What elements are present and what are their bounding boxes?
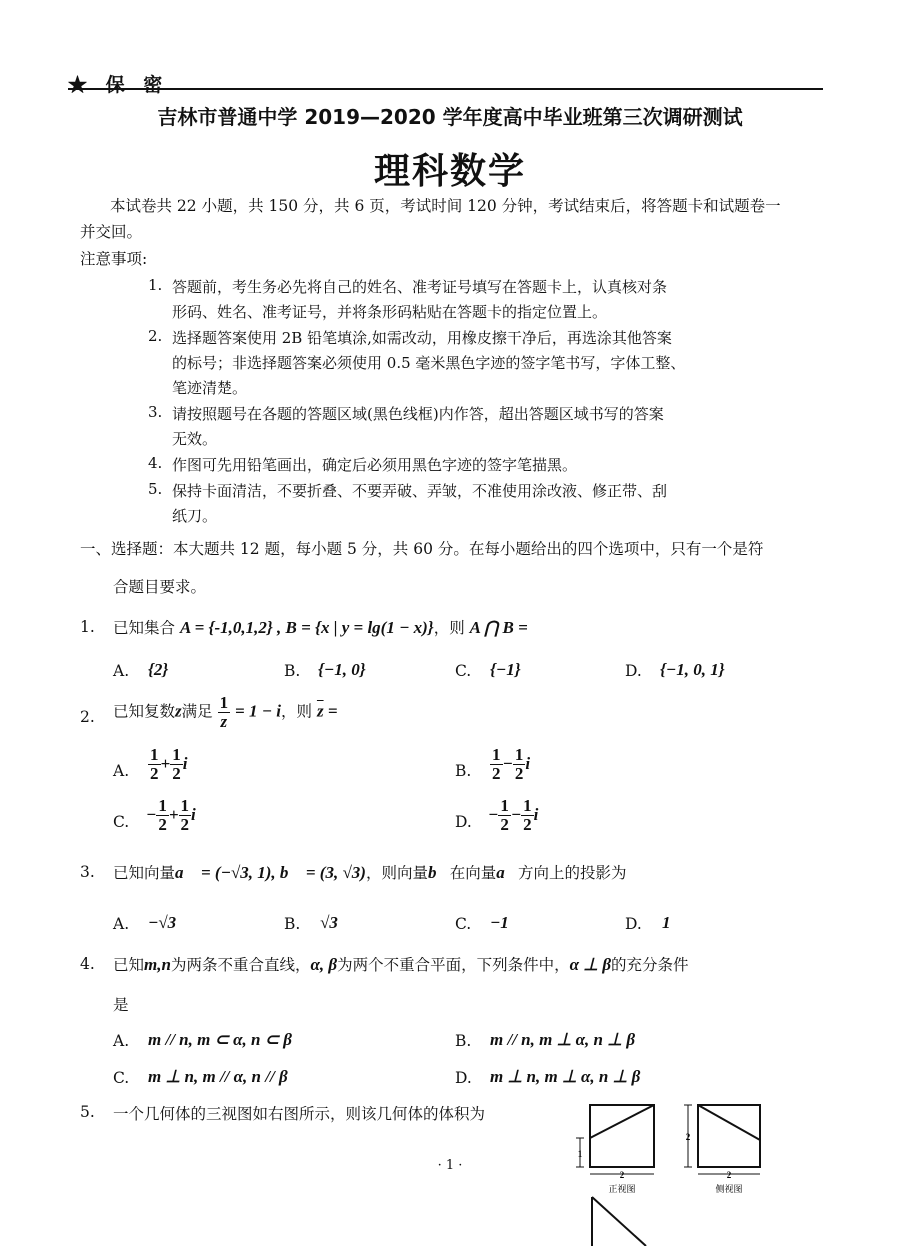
section-heading-line-1: 一、选择题：本大题共 12 题，每小题 5 分，共 60 分。在每小题给出的四个选项中，只有一个是符 — [80, 540, 764, 558]
stem-text: 已知向量 — [113, 864, 176, 882]
fraction — [156, 797, 169, 834]
fraction — [170, 746, 183, 783]
numerator: 1 — [172, 745, 181, 764]
stem-text: 已知集合 — [113, 619, 180, 637]
question-number: 4. — [80, 955, 95, 973]
stem-math: = 1 − i — [235, 701, 281, 721]
option-label: C. — [455, 662, 472, 680]
option-value — [148, 746, 187, 783]
sign: − — [146, 804, 157, 824]
stem-text: 在向量 — [449, 864, 497, 882]
option-value — [146, 797, 196, 834]
note-num: 5. — [148, 480, 163, 498]
stem-math: A = {-1,0,1,2} , B = {x | y = lg(1 − x)} — [179, 618, 434, 637]
option-value: √3 — [320, 913, 338, 932]
dim-label: 2 — [685, 1132, 691, 1142]
note-num: 3. — [148, 403, 163, 421]
stem-text: 已知复数 — [113, 702, 176, 721]
dim-label: 2 — [726, 1170, 732, 1180]
option-value: {−1} — [490, 660, 521, 679]
numerator: 1 — [523, 796, 532, 815]
option-label: A. — [113, 662, 130, 680]
note-line: 作图可先用铅笔画出，确定后必须用黑色字迹的签字笔描黑。 — [172, 456, 578, 474]
fraction — [521, 797, 534, 834]
section-heading-line-2: 合题目要求。 — [113, 578, 207, 596]
dim-label: 1 — [577, 1149, 583, 1159]
option-value: m // n, m ⊥ α, n ⊥ β — [490, 1030, 636, 1049]
numerator: 1 — [514, 745, 524, 764]
question-stem — [113, 861, 626, 883]
denominator: 2 — [523, 814, 532, 834]
side-view-label: 侧视图 — [715, 1185, 743, 1195]
option-value: −√3 — [148, 913, 177, 932]
stem-math: $\overline{z}$ — [316, 701, 324, 721]
option-value: {−1, 0} — [318, 660, 366, 679]
note-line: 无效。 — [172, 430, 218, 448]
operator: + — [160, 753, 171, 773]
stem-text: 的充分条件 — [611, 956, 689, 974]
imag-unit: i — [191, 804, 196, 824]
denominator: 2 — [492, 763, 501, 783]
secret-mark: ★ 保 密 — [68, 74, 169, 96]
stem-math: A ⋂ B = — [469, 618, 528, 637]
note-line: 形码、姓名、准考证号，并将条形码粘贴在答题卡的指定位置上。 — [172, 303, 608, 321]
notes-label: 注意事项: — [80, 250, 148, 268]
stem-math: a⃗ — [496, 863, 518, 882]
option-value: m ⊥ n, m ⊥ α, n ⊥ β — [490, 1067, 641, 1086]
note-line: 答题前，考生务必先将自己的姓名、准考证号填写在答题卡上，认真核对条 — [172, 278, 668, 296]
question-number: 3. — [80, 863, 95, 881]
front-view — [576, 1105, 654, 1195]
question-number: 2. — [80, 708, 95, 726]
fraction — [498, 797, 511, 834]
option-label: C. — [113, 813, 130, 831]
fraction — [513, 746, 526, 783]
imag-unit: i — [533, 804, 539, 824]
option-value: {2} — [148, 660, 169, 679]
operator: − — [502, 753, 513, 773]
stem-math: m,n — [144, 955, 171, 974]
stem-text: ，则向量 — [365, 864, 428, 882]
numerator: 1 — [158, 796, 167, 815]
option-label: B. — [455, 762, 472, 780]
option-value — [488, 797, 538, 834]
operator: + — [168, 804, 179, 824]
question-stem — [113, 953, 689, 975]
numerator: 1 — [180, 796, 189, 815]
stem-math: α ⊥ β — [569, 955, 612, 974]
page-number: · 1 · — [437, 1158, 463, 1173]
option-value: 1 — [662, 913, 671, 932]
fraction — [218, 694, 231, 731]
imag-unit: i — [525, 753, 531, 773]
question-stem — [113, 616, 528, 638]
option-label: B. — [455, 1032, 472, 1050]
option-label: C. — [455, 915, 472, 933]
option-value: m // n, m ⊂ α, n ⊂ β — [148, 1030, 292, 1049]
denominator: 2 — [172, 763, 181, 783]
denominator: 2 — [180, 814, 189, 834]
denominator: 2 — [514, 763, 524, 783]
option-label: C. — [113, 1069, 130, 1087]
note-line: 笔迹清楚。 — [172, 379, 248, 397]
top-view-edge — [592, 1197, 646, 1246]
option-label: B. — [284, 662, 301, 680]
three-view-figure — [570, 1100, 780, 1246]
stem-text: ，则 — [433, 619, 470, 637]
note-num: 4. — [148, 454, 163, 472]
front-view-label: 正视图 — [608, 1185, 636, 1195]
question-number: 5. — [80, 1103, 95, 1121]
note-num: 2. — [148, 327, 163, 345]
numerator: 1 — [500, 796, 509, 815]
sign: − — [488, 804, 499, 824]
note-line: 选择题答案使用 2B 铅笔填涂,如需改动，用橡皮擦干净后，再选涂其他答案 — [172, 329, 672, 347]
intro-line-1: 本试卷共 22 小题，共 150 分，共 6 页，考试时间 120 分钟，考试结束后，将答题卡和试题卷一 — [110, 197, 781, 215]
option-label: A. — [113, 915, 130, 933]
stem-text: 为两条不重合直线， — [170, 956, 311, 974]
note-line: 纸刀。 — [172, 507, 218, 525]
stem-text: 为两个不重合平面，下列条件中， — [337, 956, 570, 974]
stem-math: α, β — [310, 955, 338, 974]
option-label: A. — [113, 762, 130, 780]
exam-subtitle: 吉林市普通中学 2019—2020 学年度高中毕业班第三次调研测试 — [157, 105, 743, 129]
denominator: 2 — [158, 814, 167, 834]
numerator: 1 — [150, 745, 159, 764]
option-value: {−1, 0, 1} — [660, 660, 725, 679]
stem-text: ，则 — [281, 702, 317, 721]
denominator: 2 — [150, 763, 159, 783]
numerator: 1 — [492, 745, 501, 764]
intro-line-2: 并交回。 — [80, 223, 143, 241]
header-rule — [68, 88, 823, 90]
question-stem — [113, 694, 338, 731]
fraction — [179, 797, 192, 834]
stem-text: 已知 — [113, 956, 145, 974]
front-view-edge — [590, 1105, 654, 1138]
note-line: 请按照题号在各题的答题区域(黑色线框)内作答，超出答题区域书写的答案 — [172, 405, 664, 423]
note-num: 1. — [148, 276, 163, 294]
side-view-edge — [698, 1105, 760, 1140]
numerator: 1 — [219, 693, 229, 712]
option-value: −1 — [490, 913, 509, 932]
stem-text: 满足 — [181, 702, 213, 721]
note-line: 保持卡面清洁，不要折叠、不要弄破、弄皱，不准使用涂改液、修正带、刮 — [172, 482, 668, 500]
dim-label: 2 — [619, 1170, 625, 1180]
option-value: m ⊥ n, m // α, n // β — [148, 1067, 288, 1086]
imag-unit: i — [182, 753, 188, 773]
top-view — [592, 1197, 646, 1246]
side-view — [684, 1105, 760, 1195]
denominator: z — [220, 711, 228, 731]
fraction — [148, 746, 161, 783]
denominator: 2 — [500, 814, 509, 834]
note-line: 的标号；非选择题答案必须使用 0.5 毫米黑色字迹的签字笔书写，字体工整、 — [172, 354, 686, 372]
question-stem: 一个几何体的三视图如右图所示，则该几何体的体积为 — [113, 1105, 486, 1123]
option-label: D. — [625, 662, 642, 680]
option-label: B. — [284, 915, 301, 933]
option-label: D. — [455, 1069, 472, 1087]
stem-math: a⃗ = (−√3, 1), b⃗ = (3, √3) — [175, 863, 366, 882]
option-label: D. — [625, 915, 642, 933]
option-label: D. — [455, 813, 472, 831]
stem-math: = — [323, 701, 338, 721]
option-label: A. — [113, 1032, 130, 1050]
stem-math: z — [175, 701, 182, 721]
operator: − — [510, 804, 522, 824]
question-number: 1. — [80, 618, 95, 636]
option-value — [490, 746, 530, 783]
question-stem-continued: 是 — [113, 996, 129, 1014]
fraction — [490, 746, 503, 783]
stem-text: 方向上的投影为 — [517, 864, 627, 882]
page-title: 理科数学 — [373, 151, 526, 192]
stem-math: b⃗ — [427, 863, 450, 882]
